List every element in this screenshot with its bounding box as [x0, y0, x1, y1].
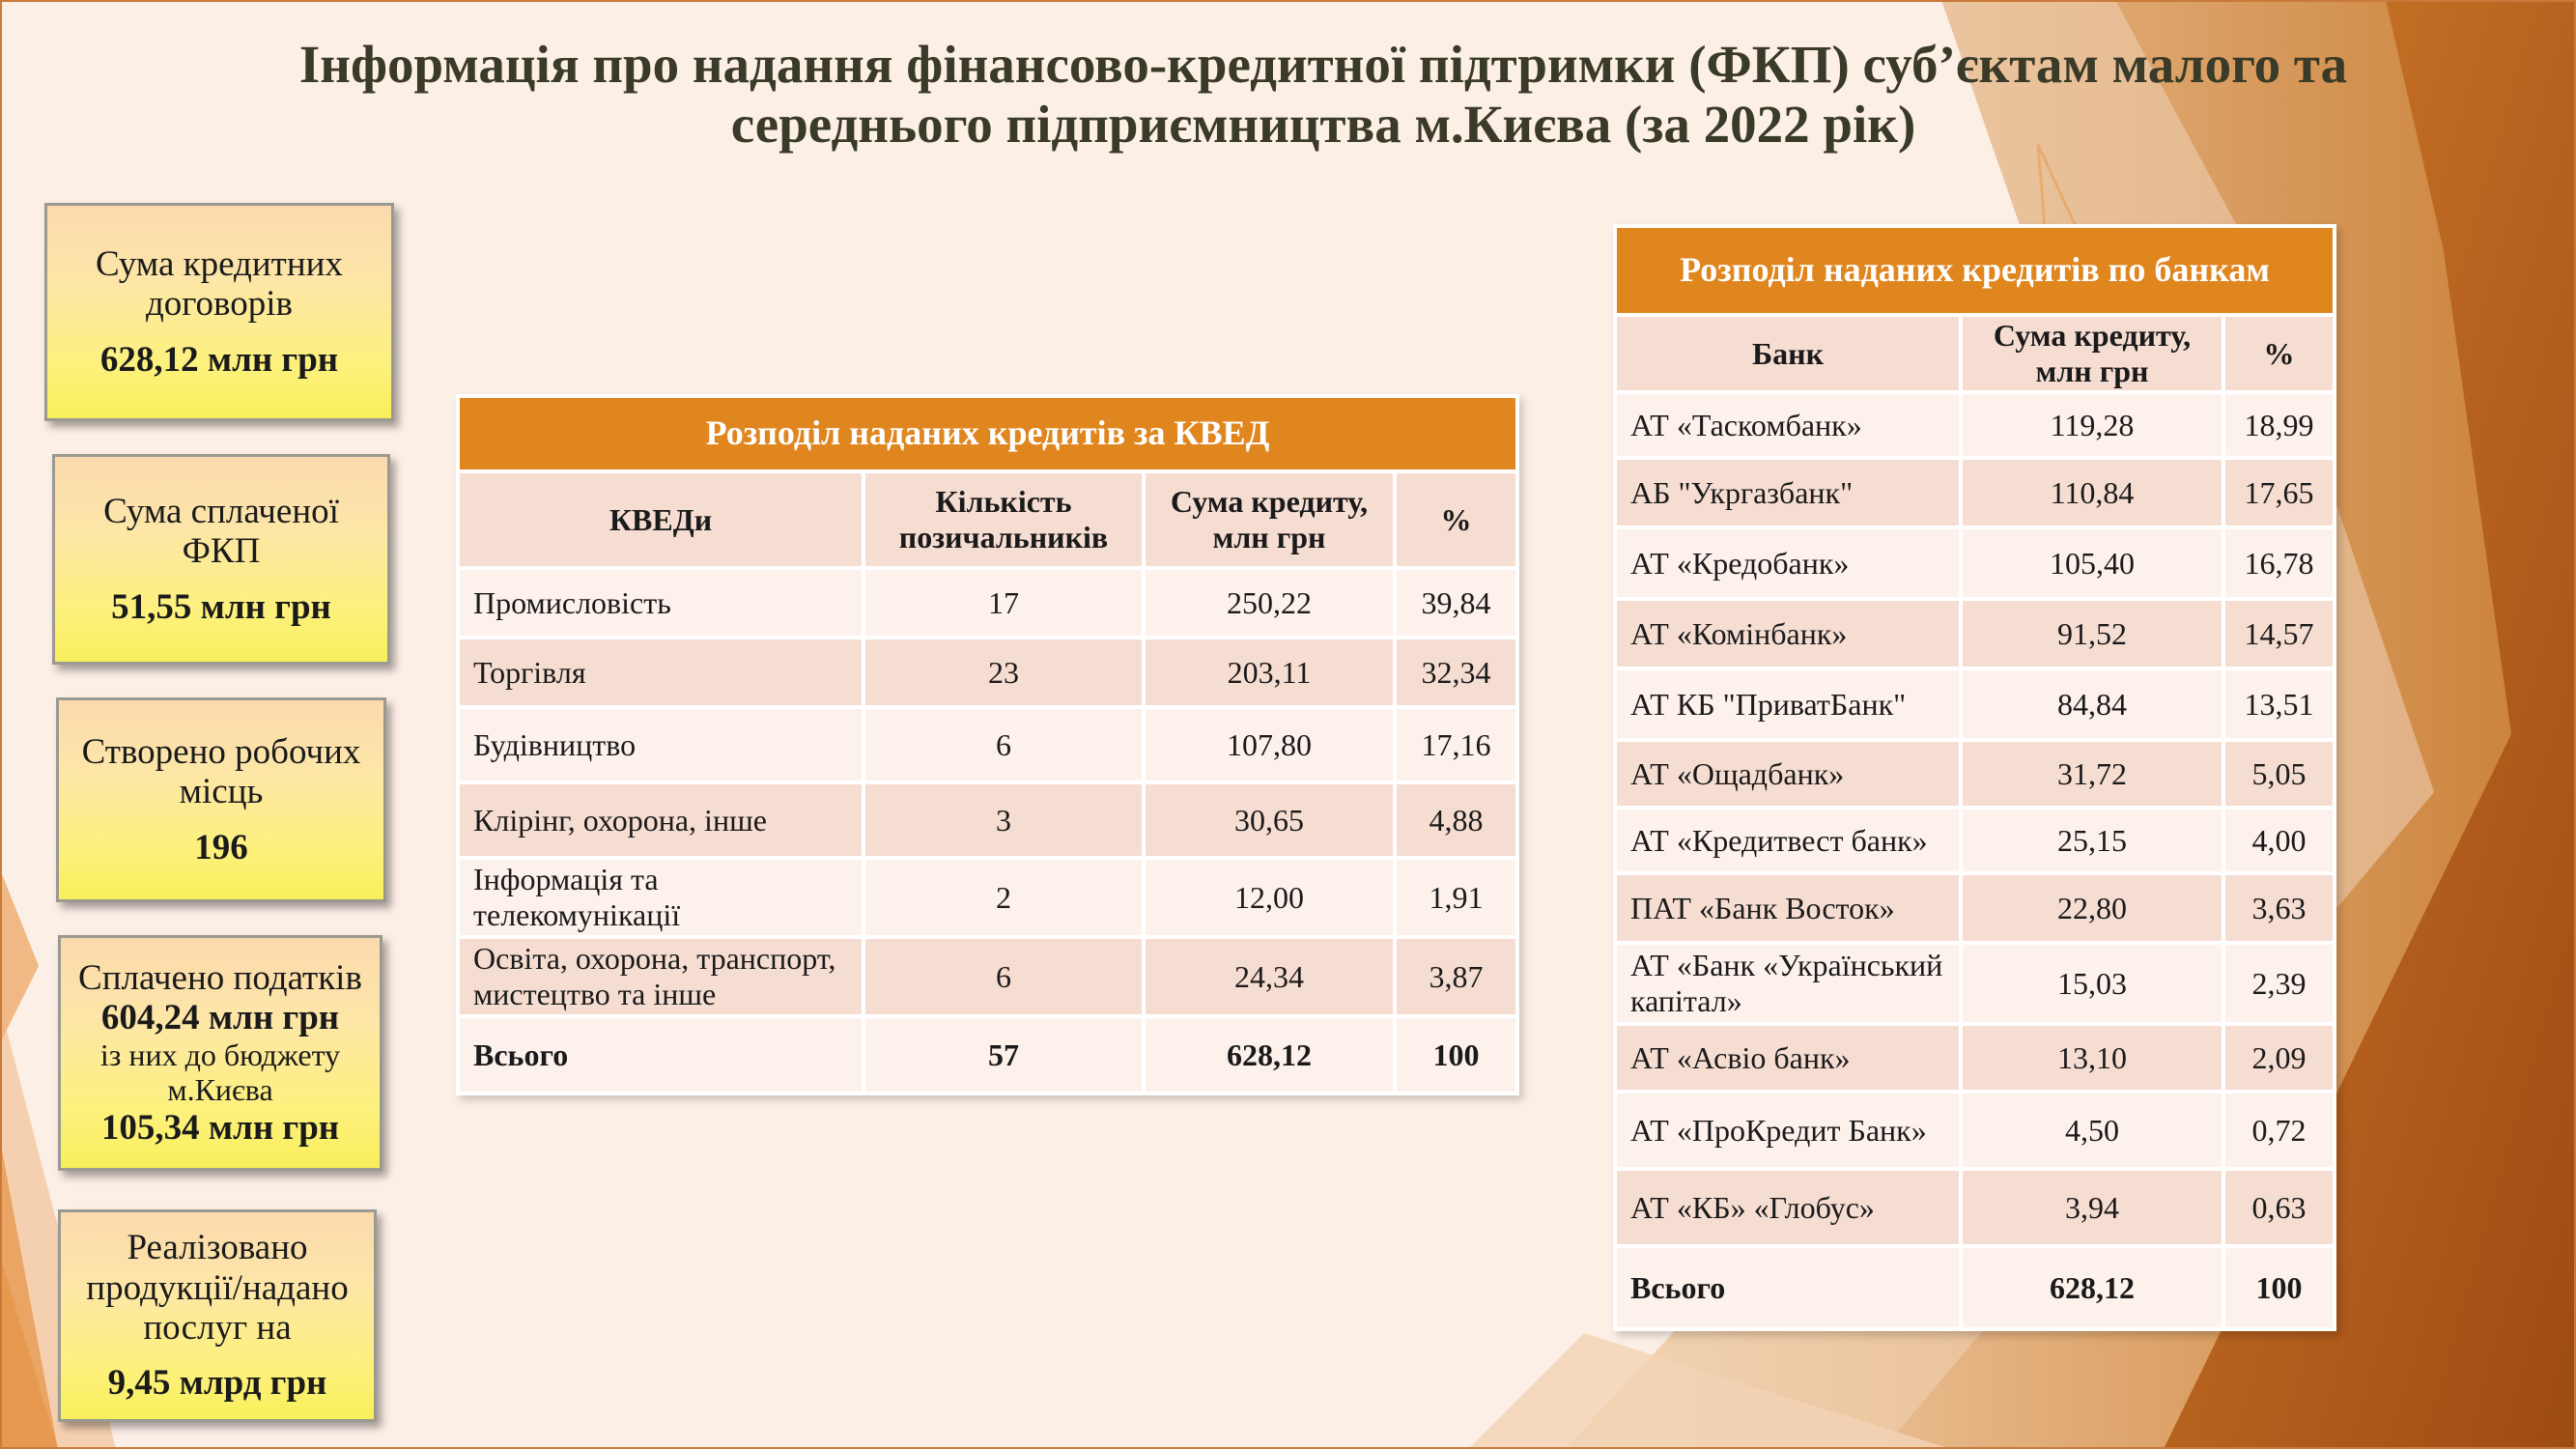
bank-percent: 0,72 — [2223, 1092, 2335, 1169]
bank-percent: 16,78 — [2223, 527, 2335, 599]
bank-header-percent: % — [2223, 315, 2335, 392]
bank-amount: 13,10 — [1961, 1024, 2223, 1092]
kved-name: Освіта, охорона, транспорт, мистецтво та інше — [458, 937, 863, 1016]
kved-borrowers: 6 — [863, 937, 1144, 1016]
kved-table — [456, 394, 1519, 1095]
kved-name: Торгівля — [458, 638, 863, 707]
bank-name: АТ «Ощадбанк» — [1615, 740, 1961, 808]
bank-name: АТ «КБ» «Глобус» — [1615, 1169, 1961, 1246]
table-row — [1615, 1092, 2335, 1169]
bank-name: АТ «Кредобанк» — [1615, 527, 1961, 599]
bank-name: АБ "Укргазбанк" — [1615, 458, 1961, 527]
table-row — [1615, 740, 2335, 808]
card-label: Сума сплаченої ФКП — [103, 491, 339, 572]
table-total-row — [458, 1016, 1517, 1094]
card-subvalue: 105,34 млн грн — [100, 1107, 340, 1148]
bank-name: АТ «ПроКредит Банк» — [1615, 1092, 1961, 1169]
bank-amount: 119,28 — [1961, 392, 2223, 458]
bank-amount: 84,84 — [1961, 668, 2223, 740]
bank-amount: 105,40 — [1961, 527, 2223, 599]
kved-header-amount: Сума кредиту, млн грн — [1144, 471, 1395, 568]
table-row — [1615, 599, 2335, 668]
kved-percent: 39,84 — [1395, 568, 1517, 638]
kved-percent: 1,91 — [1395, 858, 1517, 937]
card-value: 9,45 млрд грн — [107, 1363, 327, 1404]
kved-percent: 3,87 — [1395, 937, 1517, 1016]
bank-amount: 15,03 — [1961, 943, 2223, 1024]
kved-name: Будівництво — [458, 707, 863, 782]
table-row — [1615, 1169, 2335, 1246]
bank-name: АТ «Комінбанк» — [1615, 599, 1961, 668]
bank-percent: 17,65 — [2223, 458, 2335, 527]
bank-amount: 25,15 — [1961, 808, 2223, 873]
bank-name: АТ «Банк «Український капітал» — [1615, 943, 1961, 1024]
bank-header-amount: Сума кредиту, млн грн — [1961, 315, 2223, 392]
kved-amount: 107,80 — [1144, 707, 1395, 782]
table-row — [1615, 873, 2335, 943]
table-row — [1615, 1024, 2335, 1092]
card-value: 628,12 млн грн — [99, 339, 339, 380]
bank-amount: 4,50 — [1961, 1092, 2223, 1169]
card-label: Реалізовано продукції/надано послуг на — [86, 1228, 349, 1348]
bank-name: АТ «Асвіо банк» — [1615, 1024, 1961, 1092]
bank-percent: 18,99 — [2223, 392, 2335, 458]
kved-total-amount: 628,12 — [1144, 1016, 1395, 1094]
bank-percent: 2,09 — [2223, 1024, 2335, 1092]
kved-borrowers: 23 — [863, 638, 1144, 707]
kved-table-caption: Розподіл наданих кредитів за КВЕД — [458, 396, 1517, 471]
bank-percent: 0,63 — [2223, 1169, 2335, 1246]
page-title-line-2: середнього підприємництва м.Києва (за 2022 рік) — [730, 94, 1916, 154]
table-row — [1615, 943, 2335, 1024]
bank-total-label: Всього — [1615, 1246, 1961, 1329]
bank-table-caption: Розподіл наданих кредитів по банкам — [1615, 226, 2335, 315]
kved-total-borrowers: 57 — [863, 1016, 1144, 1094]
kved-percent: 17,16 — [1395, 707, 1517, 782]
bank-total-percent: 100 — [2223, 1246, 2335, 1329]
card-value: 51,55 млн грн — [111, 586, 331, 627]
bank-total-amount: 628,12 — [1961, 1246, 2223, 1329]
kved-total-label: Всього — [458, 1016, 863, 1094]
page-title-line-1: Інформація про надання фінансово-кредитної підтримки (ФКП) суб’єктам малого та — [298, 35, 2348, 94]
kved-borrowers: 2 — [863, 858, 1144, 937]
bank-amount: 31,72 — [1961, 740, 2223, 808]
card-sublabel: із них до бюджету м.Києва — [99, 1037, 341, 1107]
bank-name: АТ «Кредитвест банк» — [1615, 808, 1961, 873]
table-row — [1615, 668, 2335, 740]
bank-name: АТ «Таскомбанк» — [1615, 392, 1961, 458]
bank-header-bank: Банк — [1615, 315, 1961, 392]
table-total-row — [1615, 1246, 2335, 1329]
kved-name: Промисловість — [458, 568, 863, 638]
kved-amount: 203,11 — [1144, 638, 1395, 707]
bank-percent: 5,05 — [2223, 740, 2335, 808]
bank-percent: 3,63 — [2223, 873, 2335, 943]
bank-name: АТ КБ "ПриватБанк" — [1615, 668, 1961, 740]
kved-amount: 12,00 — [1144, 858, 1395, 937]
card-paid-fkp — [52, 454, 390, 665]
kved-amount: 24,34 — [1144, 937, 1395, 1016]
card-label: Створено робочих місць — [81, 731, 361, 812]
card-value: 604,24 млн грн — [100, 998, 340, 1038]
bank-table — [1613, 224, 2336, 1331]
bank-percent: 4,00 — [2223, 808, 2335, 873]
card-taxes-paid — [58, 935, 382, 1171]
bank-percent: 14,57 — [2223, 599, 2335, 668]
bank-percent: 13,51 — [2223, 668, 2335, 740]
kved-borrowers: 3 — [863, 782, 1144, 858]
table-row — [1615, 458, 2335, 527]
card-credit-contracts — [44, 203, 394, 421]
kved-name: Клірінг, охорона, інше — [458, 782, 863, 858]
table-row — [458, 782, 1517, 858]
kved-header-kved: КВЕДи — [458, 471, 863, 568]
bank-amount: 22,80 — [1961, 873, 2223, 943]
bank-percent: 2,39 — [2223, 943, 2335, 1024]
kved-borrowers: 6 — [863, 707, 1144, 782]
bank-name: ПАТ «Банк Восток» — [1615, 873, 1961, 943]
kved-percent: 32,34 — [1395, 638, 1517, 707]
kved-header-borrowers: Кількість позичальників — [863, 471, 1144, 568]
table-row — [458, 568, 1517, 638]
table-row — [1615, 808, 2335, 873]
kved-percent: 4,88 — [1395, 782, 1517, 858]
card-label: Сума кредитних договорів — [96, 243, 343, 325]
bank-amount: 110,84 — [1961, 458, 2223, 527]
kved-borrowers: 17 — [863, 568, 1144, 638]
table-row — [458, 858, 1517, 937]
bank-amount: 91,52 — [1961, 599, 2223, 668]
kved-amount: 30,65 — [1144, 782, 1395, 858]
page-title — [174, 35, 2473, 154]
kved-name: Інформація та телекомунікації — [458, 858, 863, 937]
card-value: 196 — [194, 827, 248, 867]
card-label: Сплачено податків — [78, 958, 362, 999]
kved-amount: 250,22 — [1144, 568, 1395, 638]
table-row — [458, 638, 1517, 707]
table-row — [458, 937, 1517, 1016]
table-row — [458, 707, 1517, 782]
card-products-realized — [58, 1209, 377, 1422]
kved-header-percent: % — [1395, 471, 1517, 568]
table-row — [1615, 527, 2335, 599]
kved-total-percent: 100 — [1395, 1016, 1517, 1094]
card-jobs-created — [56, 697, 386, 902]
table-row — [1615, 392, 2335, 458]
bank-amount: 3,94 — [1961, 1169, 2223, 1246]
